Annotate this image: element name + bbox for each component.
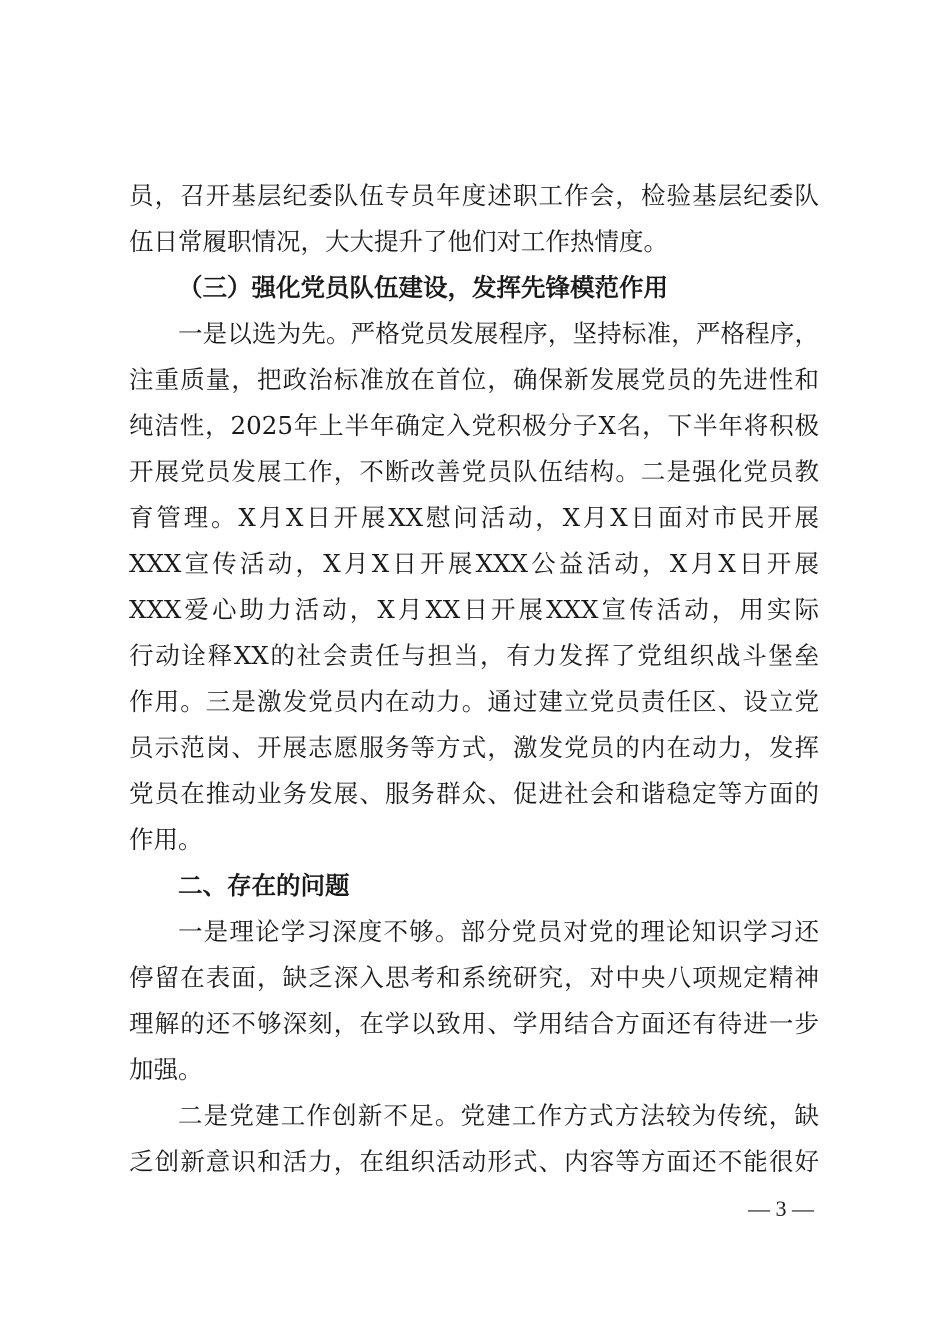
paragraph-line: XXX爱心助力活动，X月XX日开展XXX宣传活动，用实际 <box>129 595 819 624</box>
paragraph-line: 停留在表面，缺乏深入思考和系统研究，对中央八项规定精神 <box>129 963 819 992</box>
paragraph-line: 纯洁性，2025年上半年确定入党积极分子X名，下半年将积极 <box>129 411 819 440</box>
paragraph-line: 二是党建工作创新不足。党建工作方式方法较为传统，缺 <box>178 1101 819 1130</box>
page-number: — 3 — <box>748 1196 814 1221</box>
paragraph-line: 作用。三是激发党员内在动力。通过建立党员责任区、设立党 <box>129 687 819 716</box>
paragraph-line: 加强。 <box>129 1055 203 1084</box>
paragraph-line: 乏创新意识和活力，在组织活动形式、内容等方面还不能很好 <box>129 1147 819 1176</box>
paragraph-line: 一是理论学习深度不够。部分党员对党的理论知识学习还 <box>178 917 819 946</box>
paragraph-line: 开展党员发展工作，不断改善党员队伍结构。二是强化党员教 <box>129 457 819 486</box>
paragraph-line: XXX宣传活动，X月X日开展XXX公益活动，X月X日开展 <box>129 549 819 578</box>
section-two-heading: 二、存在的问题 <box>178 871 350 900</box>
paragraph-line: 注重质量，把政治标准放在首位，确保新发展党员的先进性和 <box>129 365 819 394</box>
paragraph-line: 行动诠释XX的社会责任与担当，有力发挥了党组织战斗堡垒 <box>129 641 819 670</box>
paragraph-line: 党员在推动业务发展、服务群众、促进社会和谐稳定等方面的 <box>129 779 819 808</box>
paragraph-line: 作用。 <box>129 825 203 854</box>
paragraph-line: 理解的还不够深刻，在学以致用、学用结合方面还有待进一步 <box>129 1009 819 1038</box>
paragraph-line: 员示范岗、开展志愿服务等方式，激发党员的内在动力，发挥 <box>129 733 819 762</box>
paragraph-line: 员，召开基层纪委队伍专员年度述职工作会，检验基层纪委队 <box>129 181 819 210</box>
section-three-heading: （三）强化党员队伍建设，发挥先锋模范作用 <box>178 273 668 302</box>
paragraph-line: 育管理。X月X日开展XX慰问活动，X月X日面对市民开展 <box>129 503 819 532</box>
paragraph-line: 伍日常履职情况，大大提升了他们对工作热情度。 <box>129 227 668 256</box>
paragraph-line: 一是以选为先。严格党员发展程序，坚持标准，严格程序， <box>178 319 819 348</box>
